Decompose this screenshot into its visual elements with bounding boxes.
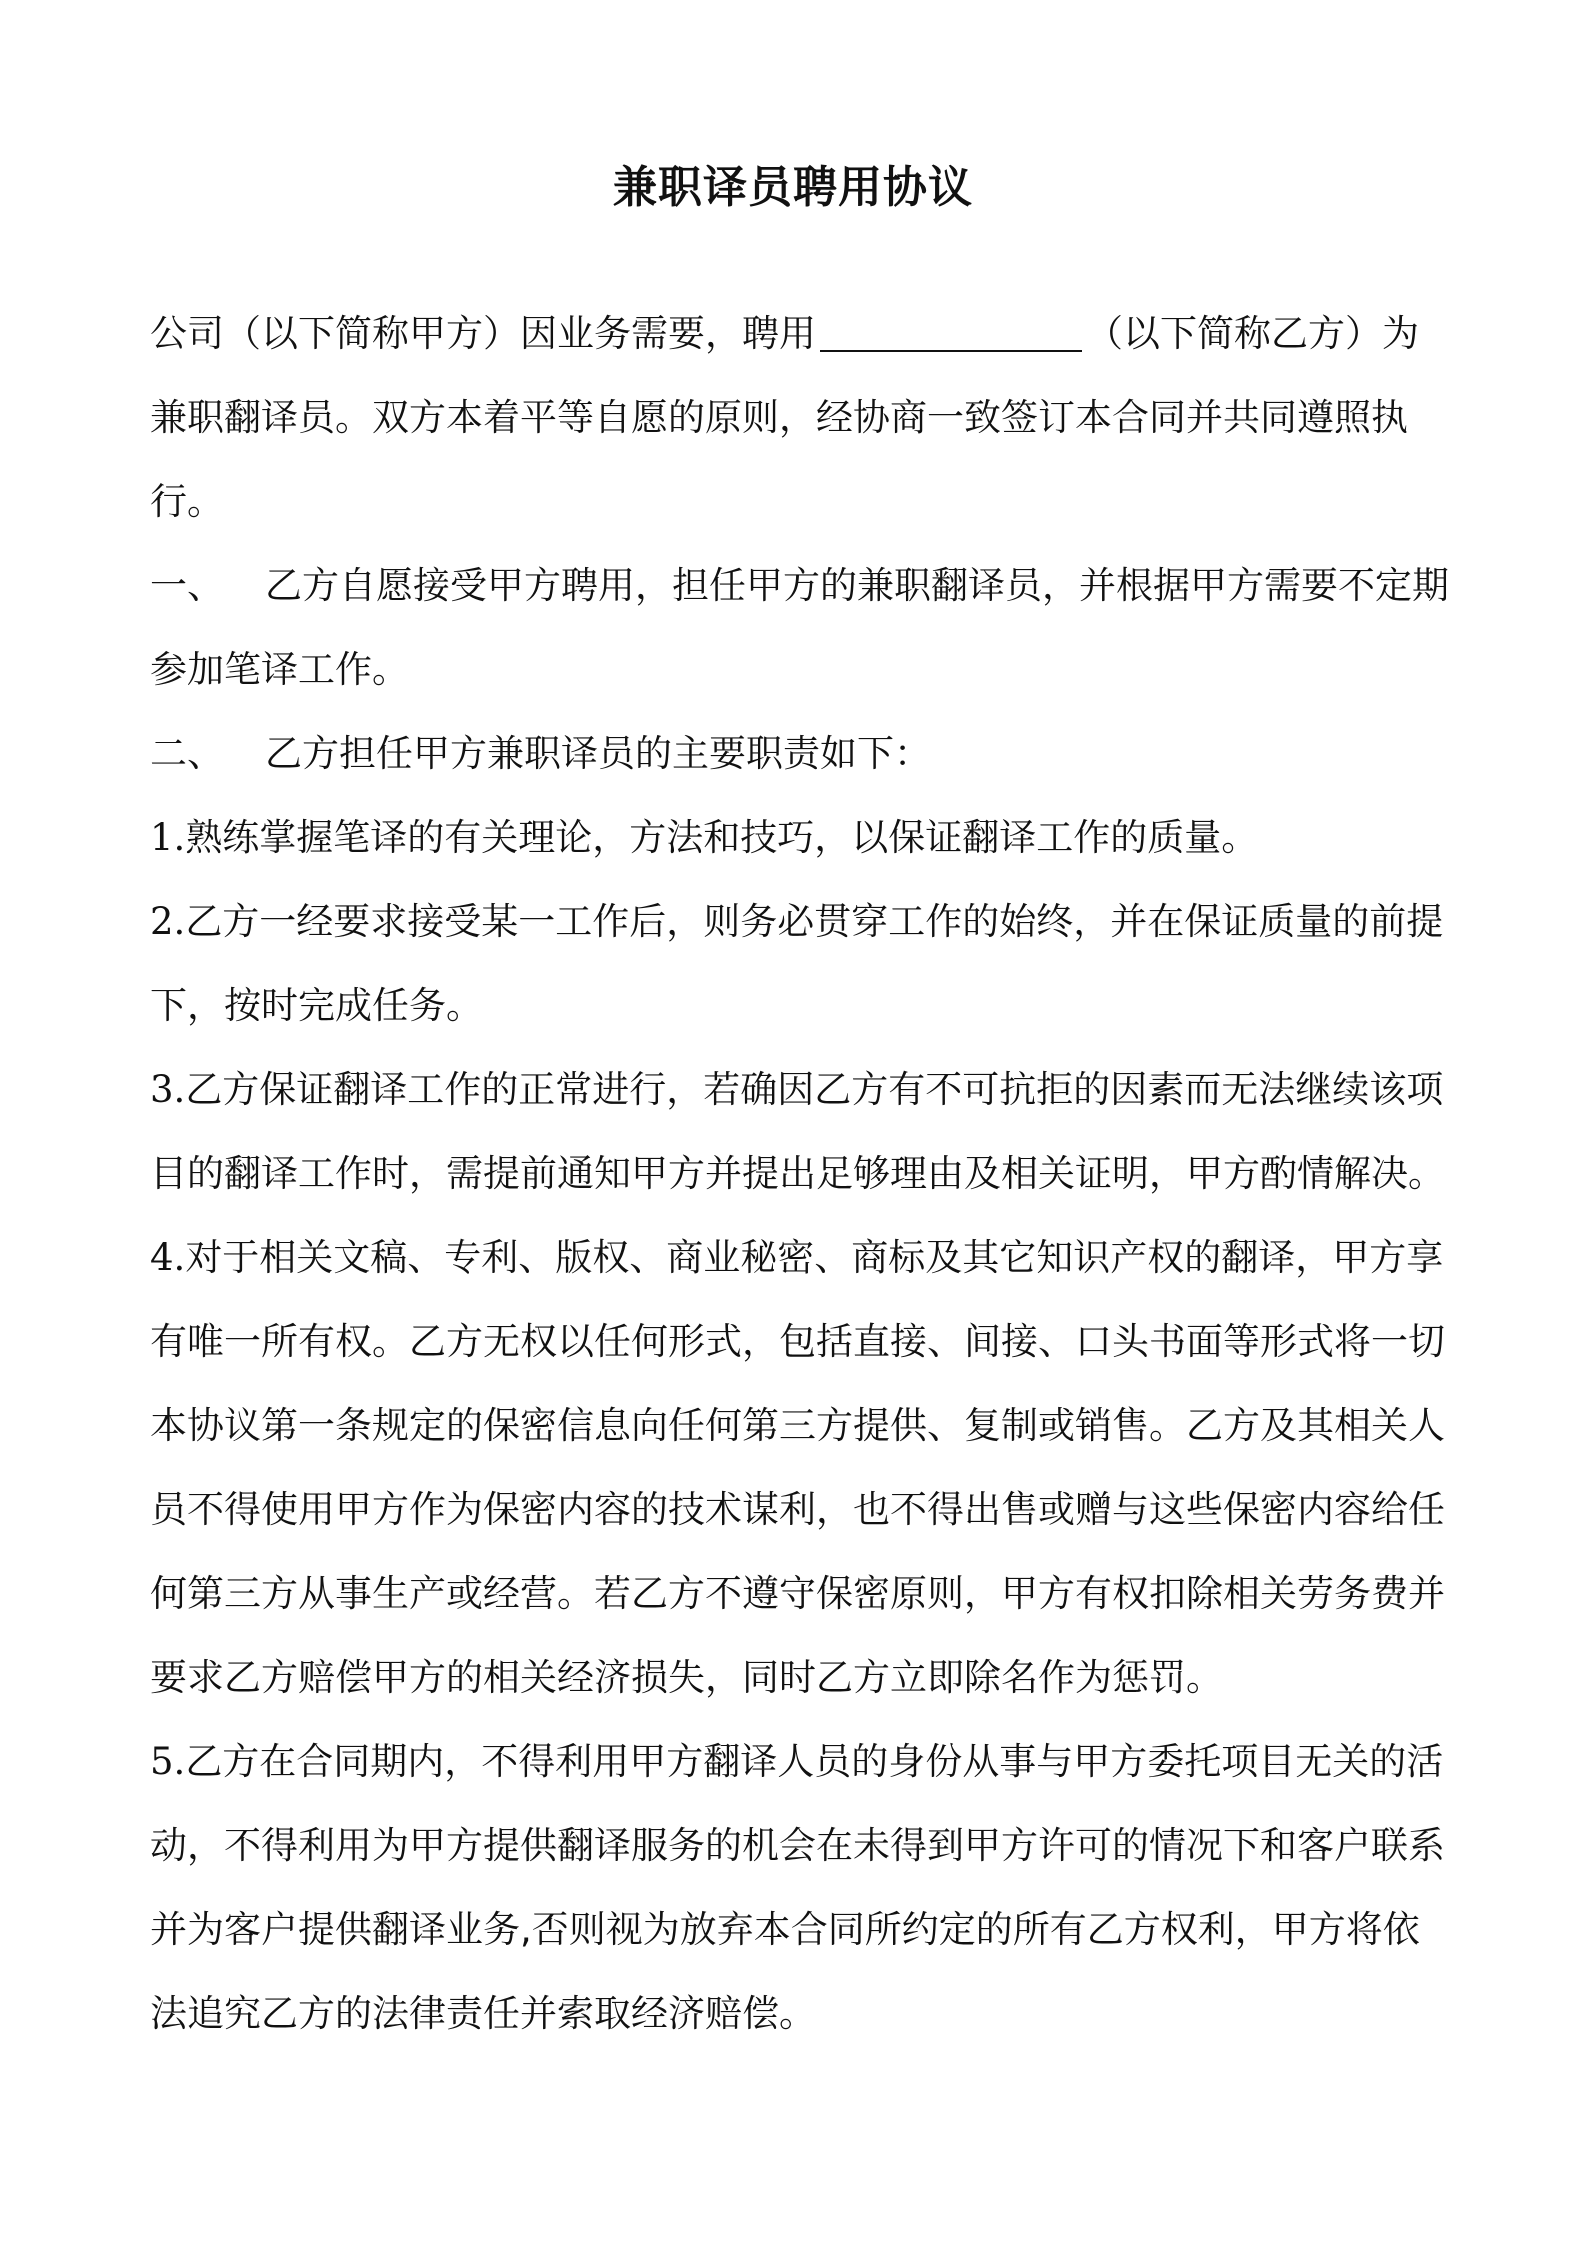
party-b-name-blank: [820, 310, 1082, 352]
item-number: 4.: [150, 1236, 186, 1279]
intro-text-after: （以下简称乙方）为兼职翻译员。双方本着平等自愿的原则，经协商一致签订本合同并共同遵照执行。: [150, 312, 1419, 523]
section-text: 乙方自愿接受甲方聘用，担任甲方的兼职翻译员，并根据甲方需要不定期参加笔译工作。: [150, 564, 1449, 691]
item-4: [150, 1216, 1450, 1720]
document-title: 兼职译员聘用协议: [613, 162, 973, 213]
item-text: 乙方保证翻译工作的正常进行，若确因乙方有不可抗拒的因素而无法继续该项目的翻译工作时，需提前通知甲方并提出足够理由及相关证明，甲方酌情解决。: [150, 1068, 1445, 1195]
item-3: [150, 1048, 1450, 1216]
document-body: [150, 292, 1450, 2056]
intro-paragraph: [150, 292, 1450, 544]
item-5: [150, 1720, 1450, 2056]
item-number: 1.: [150, 816, 186, 859]
item-2: [150, 880, 1450, 1048]
section-text: 乙方担任甲方兼职译员的主要职责如下：: [265, 732, 931, 775]
item-text: 对于相关文稿、专利、版权、商业秘密、商标及其它知识产权的翻译，甲方享有唯一所有权。乙方无权以任何形式，包括直接、间接、口头书面等形式将一切本协议第一条规定的保密信息向任何第三方提供、复制或销售。乙方及其相关人员不得使用甲方作为保密内容的技术谋利，也不得出售或赠与这些保密内容给任何第三方从事生产或经营。若乙方不遵守保密原则，甲方有权扣除相关劳务费并要求乙方赔偿甲方的相关经济损失，同时乙方立即除名作为惩罚。: [150, 1236, 1445, 1699]
item-text: 乙方一经要求接受某一工作后，则务必贯穿工作的始终，并在保证质量的前提下，按时完成任务。: [150, 900, 1444, 1027]
item-number: 5.: [150, 1740, 186, 1783]
section-number: 一、: [150, 564, 224, 607]
item-number: 3.: [150, 1068, 186, 1111]
intro-text-before: 公司（以下简称甲方）因业务需要，聘用: [150, 312, 816, 355]
section-number: 二、: [150, 732, 224, 775]
item-1: [150, 796, 1450, 880]
section-2: [150, 712, 1450, 796]
section-1: [150, 544, 1450, 712]
item-text: 熟练掌握笔译的有关理论，方法和技巧，以保证翻译工作的质量。: [185, 816, 1259, 859]
item-number: 2.: [150, 900, 186, 943]
item-text: 乙方在合同期内，不得利用甲方翻译人员的身份从事与甲方委托项目无关的活动，不得利用为甲方提供翻译服务的机会在未得到甲方许可的情况下和客户联系并为客户提供翻译业务,否则视为放弃本合同所约定的所有乙方权利，甲方将依法追究乙方的法律责任并索取经济赔偿。: [150, 1740, 1445, 2035]
